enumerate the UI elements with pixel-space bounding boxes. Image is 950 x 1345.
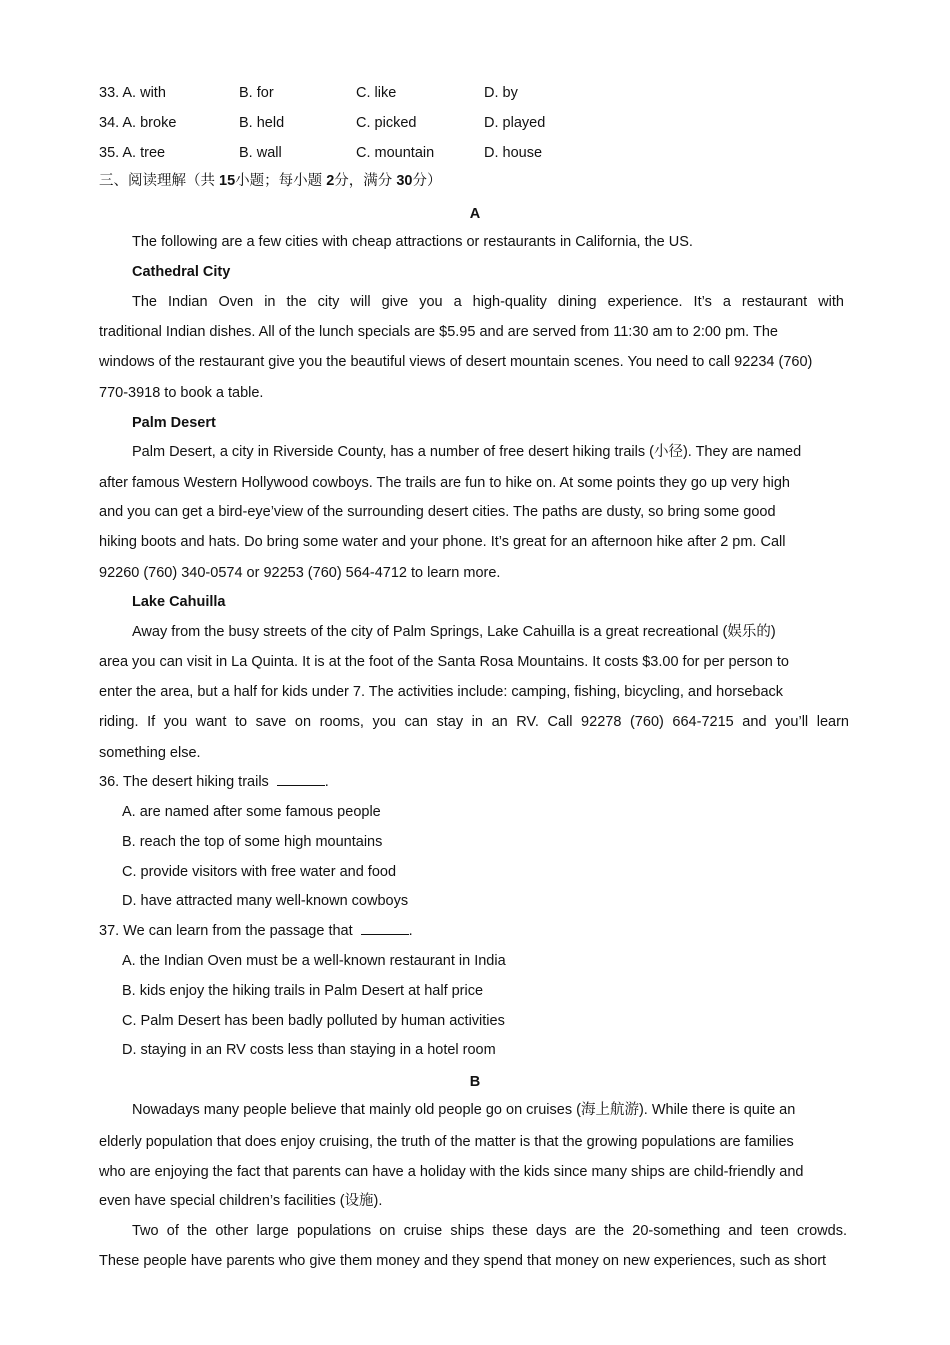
- paragraph-line: even have special children’s facilities (设施).: [99, 1193, 383, 1209]
- answer-blank: [277, 773, 325, 786]
- choice-b: B. reach the top of some high mountains: [122, 834, 383, 850]
- choice-a: A. are named after some famous people: [122, 804, 381, 820]
- option-d: D. house: [484, 145, 543, 161]
- paragraph-line: something else.: [99, 745, 201, 761]
- choice-c: C. Palm Desert has been badly polluted by human activities: [122, 1013, 505, 1029]
- option-b: B. held: [239, 115, 285, 131]
- option-a: 35. A. tree: [99, 145, 166, 161]
- paragraph-line: 770-3918 to book a table.: [99, 385, 264, 401]
- paragraph-line: who are enjoying the fact that parents can have a holiday with the kids since many ships are child-friendly and: [99, 1164, 804, 1180]
- choice-d: D. staying in an RV costs less than staying in a hotel room: [122, 1042, 496, 1058]
- heading-palm-desert: Palm Desert: [132, 415, 216, 431]
- paragraph-line: riding. If you want to save on rooms, you can stay in an RV. Call 92278 (760) 664-7215 and you’ll learn: [99, 714, 849, 730]
- heading-cathedral-city: Cathedral City: [132, 264, 231, 280]
- paragraph-line: and you can get a bird-eye’view of the surrounding desert cities. The paths are dusty, so bring some good: [99, 504, 776, 520]
- paragraph-line: Away from the busy streets of the city of Palm Springs, Lake Cahuilla is a great recreational (娱乐的): [132, 624, 776, 640]
- choice-c: C. provide visitors with free water and food: [122, 864, 397, 880]
- paragraph-line: Palm Desert, a city in Riverside County, has a number of free desert hiking trails (小径). They are named: [132, 444, 802, 460]
- passage-label-b: B: [469, 1074, 481, 1090]
- paragraph-line: These people have parents who give them money and they spend that money on new experiences, such as short: [99, 1253, 827, 1269]
- option-d: D. by: [484, 85, 518, 101]
- paragraph-line: area you can visit in La Quinta. It is at the foot of the Santa Rosa Mountains. It costs $3.00 for per person to: [99, 654, 789, 670]
- paragraph-line: traditional Indian dishes. All of the lunch specials are $5.95 and are served from 11:30 am to 2:00 pm. The: [99, 324, 778, 340]
- passage-intro: The following are a few cities with cheap attractions or restaurants in California, the US.: [132, 234, 693, 250]
- choice-d: D. have attracted many well-known cowboys: [122, 893, 409, 909]
- option-a: 34. A. broke: [99, 115, 177, 131]
- heading-lake-cahuilla: Lake Cahuilla: [132, 594, 226, 610]
- paragraph-line: Nowadays many people believe that mainly old people go on cruises (海上航游). While there is quite an: [132, 1102, 796, 1118]
- option-a: 33. A. with: [99, 85, 166, 101]
- answer-blank: [361, 922, 409, 935]
- option-b: B. for: [239, 85, 274, 101]
- passage-label-a: A: [469, 206, 481, 222]
- option-c: C. picked: [356, 115, 417, 131]
- question-36: 36. The desert hiking trails .: [99, 774, 329, 790]
- question-37: 37. We can learn from the passage that .: [99, 923, 413, 939]
- paragraph-line: enter the area, but a half for kids under 7. The activities include: camping, fishing, bicycling, and horseback: [99, 684, 784, 700]
- paragraph-line: Two of the other large populations on cruise ships these days are the 20-something and teen crowds.: [132, 1223, 847, 1239]
- choice-a: A. the Indian Oven must be a well-known restaurant in India: [122, 953, 506, 969]
- paragraph-line: hiking boots and hats. Do bring some water and your phone. It’s great for an afternoon hike after 2 pm. Call: [99, 534, 786, 550]
- paragraph-line: windows of the restaurant give you the beautiful views of desert mountain scenes. You need to call 92234 (760): [99, 354, 813, 370]
- paragraph-line: elderly population that does enjoy cruising, the truth of the matter is that the growing populations are families: [99, 1134, 794, 1150]
- option-c: C. like: [356, 85, 397, 101]
- option-d: D. played: [484, 115, 546, 131]
- option-b: B. wall: [239, 145, 282, 161]
- paragraph-line: The Indian Oven in the city will give you a high-quality dining experience. It’s a restaurant with: [132, 294, 844, 310]
- choice-b: B. kids enjoy the hiking trails in Palm Desert at half price: [122, 983, 484, 999]
- paragraph-line: 92260 (760) 340-0574 or 92253 (760) 564-4712 to learn more.: [99, 565, 501, 581]
- paragraph-line: after famous Western Hollywood cowboys. The trails are fun to hike on. At some points they go up very high: [99, 475, 790, 491]
- section-title: 三、阅读理解（共 15小题；每小题 2分，满分 30分）: [99, 173, 442, 189]
- option-c: C. mountain: [356, 145, 435, 161]
